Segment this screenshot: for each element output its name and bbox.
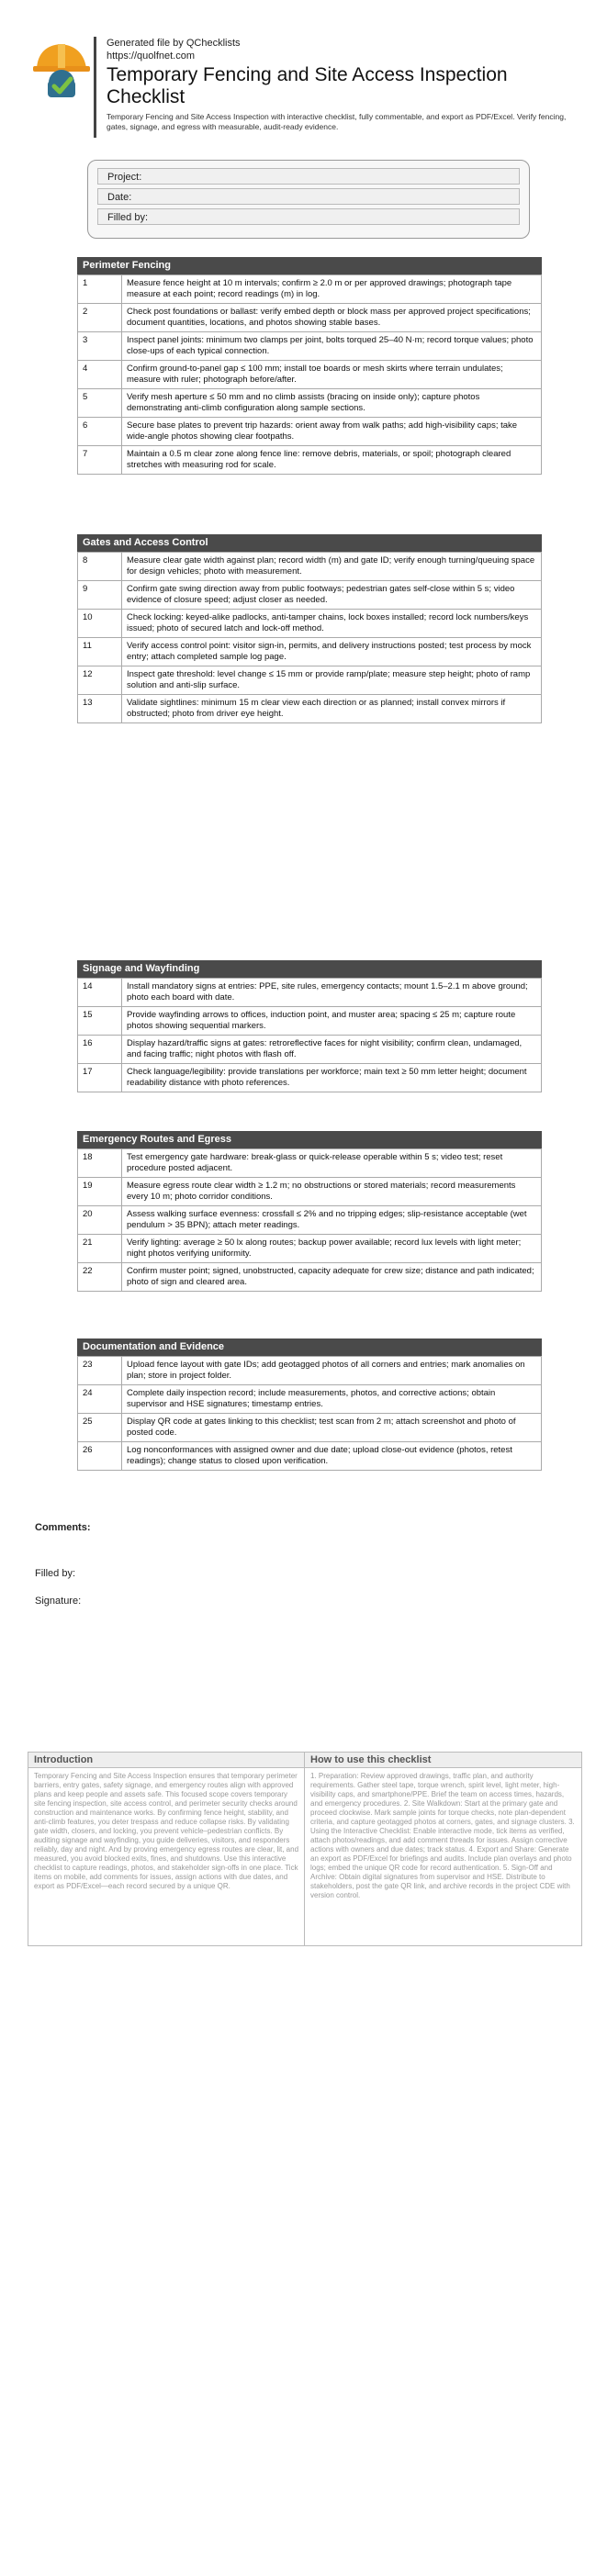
item-number: 22 bbox=[78, 1263, 122, 1292]
checklist-row[interactable] bbox=[78, 666, 542, 695]
page-description: Temporary Fencing and Site Access Inspection with interactive checklist, fully commentable, and export as PDF/Excel. Verify fencing, gates, signage, and egress with measurable, audit-ready evidence. bbox=[107, 112, 567, 131]
item-number: 20 bbox=[78, 1206, 122, 1235]
item-number: 24 bbox=[78, 1385, 122, 1414]
section-documentation-evidence bbox=[77, 1338, 542, 1471]
section-emergency-routes bbox=[77, 1131, 542, 1292]
item-number: 26 bbox=[78, 1442, 122, 1471]
item-text: Provide wayfinding arrows to offices, induction point, and muster area; spacing ≤ 25 m; capture route photos showing sequential markers. bbox=[122, 1007, 542, 1036]
item-text: Measure fence height at 10 m intervals; confirm ≥ 2.0 m or per approved drawings; photograph tape measure at each point; record readings (m) in log. bbox=[122, 275, 542, 304]
filled-by-label: Filled by: bbox=[35, 1568, 76, 1579]
filled-by-field[interactable]: Filled by: bbox=[97, 208, 520, 225]
item-text: Verify mesh aperture ≤ 50 mm and no climb assists (bracing on inside only); capture photos demonstrating anti-climb configuration along sample sections. bbox=[122, 389, 542, 418]
checklist-row[interactable] bbox=[78, 1414, 542, 1442]
checklist-row[interactable] bbox=[78, 1064, 542, 1092]
item-text: Display QR code at gates linking to this checklist; test scan from 2 m; attach screenshot and photo of posted code. bbox=[122, 1414, 542, 1442]
item-number: 21 bbox=[78, 1235, 122, 1263]
introduction-heading: Introduction bbox=[28, 1753, 304, 1768]
item-number: 5 bbox=[78, 389, 122, 418]
item-text: Complete daily inspection record; include measurements, photos, and corrective actions; obtain supervisor and HSE signatures; timestamp entries. bbox=[122, 1385, 542, 1414]
project-field[interactable]: Project: bbox=[97, 168, 520, 185]
item-text: Confirm ground-to-panel gap ≤ 100 mm; install toe boards or mesh skirts where terrain undulates; measure with ruler; photograph before/after. bbox=[122, 361, 542, 389]
date-field[interactable]: Date: bbox=[97, 188, 520, 205]
comments-label: Comments: bbox=[35, 1522, 91, 1533]
introduction-column bbox=[28, 1753, 305, 1945]
checklist-row[interactable] bbox=[78, 1007, 542, 1036]
howto-column bbox=[305, 1753, 581, 1945]
item-number: 14 bbox=[78, 979, 122, 1007]
item-number: 18 bbox=[78, 1149, 122, 1178]
item-text: Assess walking surface evenness: crossfall ≤ 2% and no tripping edges; slip-resistance acceptable (wet pendulum > 35 BPN); attach meter readings. bbox=[122, 1206, 542, 1235]
item-number: 19 bbox=[78, 1178, 122, 1206]
checklist-row[interactable] bbox=[78, 1235, 542, 1263]
checklist-row[interactable] bbox=[78, 1385, 542, 1414]
checklist-row[interactable] bbox=[78, 304, 542, 332]
item-number: 4 bbox=[78, 361, 122, 389]
item-text: Confirm muster point; signed, unobstructed, capacity adequate for crew size; distance and path indicated; photo of sign and cleared area. bbox=[122, 1263, 542, 1292]
item-text: Measure clear gate width against plan; record width (m) and gate ID; verify enough turning/queuing space for design vehicles; photo with measurement. bbox=[122, 553, 542, 581]
checklist-row[interactable] bbox=[78, 389, 542, 418]
source-url-link[interactable]: https://quolfnet.com bbox=[107, 50, 195, 62]
item-text: Measure egress route clear width ≥ 1.2 m; no obstructions or stored materials; record measurements every 10 m; photo corridor conditions. bbox=[122, 1178, 542, 1206]
section-header: Documentation and Evidence bbox=[77, 1338, 542, 1356]
document-header bbox=[28, 33, 583, 145]
section-header: Perimeter Fencing bbox=[77, 257, 542, 274]
howto-text: 1. Preparation: Review approved drawings, traffic plan, and authority requirements. Gather steel tape, torque wrench, spirit level, light meter, high-visibility caps, and smartphone/PPE. Brief the team on access times, hazards, and emergency procedures. 2. Site Walkdown: Start at the primary gate and proceed clockwise. Mark sample joints for torque checks, note plan-dependent criteria, and capture geotagged photos at corners, gates, and signage clusters. 3. Using the Interactive Checklist: Enable interactive mode, tick items as verified, attach photos/readings, and add comment threads for issues. Assign corrective actions with owners and due dates; track status. 4. Export and Share: Generate an export as PDF/Excel for briefings and audits. Include plan overlays and photo logs; embed the unique QR code for record authentication. 5. Sign-Off and Archive: Obtain digital signatures from supervisor and HSE. Distribute to stakeholders, post the gate QR link, and archive records in the project CDE with version control. bbox=[310, 1772, 575, 1899]
item-text: Confirm gate swing direction away from public footways; pedestrian gates self-close within 5 s; video evidence of closure speed; adjust closer as needed. bbox=[122, 581, 542, 610]
item-text: Check locking: keyed-alike padlocks, anti-tamper chains, lock boxes installed; record lock numbers/keys issued; photo of secured latch and lock-off method. bbox=[122, 610, 542, 638]
checklist-row[interactable] bbox=[78, 332, 542, 361]
item-text: Verify lighting: average ≥ 50 lx along routes; backup power available; record lux levels with light meter; night photos verifying uniformity. bbox=[122, 1235, 542, 1263]
item-text: Secure base plates to prevent trip hazards: orient away from walk paths; add high-visibility caps; take wide-angle photos showing clear footpaths. bbox=[122, 418, 542, 446]
checklist-row[interactable] bbox=[78, 1036, 542, 1064]
section-perimeter-fencing bbox=[77, 257, 542, 475]
checklist-row[interactable] bbox=[78, 1442, 542, 1471]
section-signage-wayfinding bbox=[77, 960, 542, 1092]
item-number: 10 bbox=[78, 610, 122, 638]
checklist-row[interactable] bbox=[78, 1206, 542, 1235]
item-text: Test emergency gate hardware: break-glass or quick-release operable within 5 s; video test; reset procedure posted adjacent. bbox=[122, 1149, 542, 1178]
checklist-row[interactable] bbox=[78, 275, 542, 304]
item-text: Check post foundations or ballast: verify embed depth or block mass per approved project specifications; document quantities, locations, and photos showing stable bases. bbox=[122, 304, 542, 332]
item-text: Upload fence layout with gate IDs; add geotagged photos of all corners and entries; mark anomalies on plan; store in project folder. bbox=[122, 1357, 542, 1385]
checklist-row[interactable] bbox=[78, 638, 542, 666]
item-number: 11 bbox=[78, 638, 122, 666]
item-number: 15 bbox=[78, 1007, 122, 1036]
checklist-row[interactable] bbox=[78, 1263, 542, 1292]
item-number: 3 bbox=[78, 332, 122, 361]
checklist-row[interactable] bbox=[78, 361, 542, 389]
item-text: Install mandatory signs at entries: PPE, site rules, emergency contacts; mount 1.5–2.1 m above ground; photo each board with date. bbox=[122, 979, 542, 1007]
intro-howto-panel bbox=[28, 1752, 582, 1946]
item-text: Inspect panel joints: minimum two clamps per joint, bolts torqued 25–40 N·m; record torque values; photo close-ups of each typical connection. bbox=[122, 332, 542, 361]
item-text: Display hazard/traffic signs at gates: retroreflective faces for night visibility; confirm clean, undamaged, and facing traffic; night photos with flash off. bbox=[122, 1036, 542, 1064]
item-text: Verify access control point: visitor sign-in, permits, and delivery instructions posted; test process by mock entry; attach completed sample log page. bbox=[122, 638, 542, 666]
checklist-row[interactable] bbox=[78, 1178, 542, 1206]
item-number: 23 bbox=[78, 1357, 122, 1385]
item-number: 1 bbox=[78, 275, 122, 304]
project-info-box bbox=[87, 160, 530, 239]
item-text: Inspect gate threshold: level change ≤ 15 mm or provide ramp/plate; measure step height; photo of ramp solution and anti-slip surface. bbox=[122, 666, 542, 695]
item-text: Validate sightlines: minimum 15 m clear view each direction or as planned; install convex mirrors if obstructed; photo from driver eye height. bbox=[122, 695, 542, 723]
checklist-row[interactable] bbox=[78, 553, 542, 581]
item-number: 13 bbox=[78, 695, 122, 723]
item-number: 12 bbox=[78, 666, 122, 695]
item-text: Log nonconformances with assigned owner and due date; upload close-out evidence (photos, retest readings); change status to closed upon verification. bbox=[122, 1442, 542, 1471]
checklist-row[interactable] bbox=[78, 418, 542, 446]
section-gates-access-control bbox=[77, 534, 542, 723]
checklist-row[interactable] bbox=[78, 1149, 542, 1178]
page-title: Temporary Fencing and Site Access Inspection Checklist bbox=[107, 64, 508, 107]
item-number: 2 bbox=[78, 304, 122, 332]
section-header: Emergency Routes and Egress bbox=[77, 1131, 542, 1148]
checklist-row[interactable] bbox=[78, 695, 542, 723]
item-number: 17 bbox=[78, 1064, 122, 1092]
item-number: 16 bbox=[78, 1036, 122, 1064]
checklist-row[interactable] bbox=[78, 446, 542, 475]
checklist-row[interactable] bbox=[78, 1357, 542, 1385]
header-divider bbox=[94, 37, 96, 138]
section-header: Signage and Wayfinding bbox=[77, 960, 542, 978]
construction-worker-logo-icon bbox=[29, 37, 94, 101]
item-number: 25 bbox=[78, 1414, 122, 1442]
checklist-row[interactable] bbox=[78, 979, 542, 1007]
item-text: Maintain a 0.5 m clear zone along fence line: remove debris, materials, or spoil; photograph cleared stretches with measuring rod for scale. bbox=[122, 446, 542, 475]
checklist-row[interactable] bbox=[78, 610, 542, 638]
section-header: Gates and Access Control bbox=[77, 534, 542, 552]
introduction-text: Temporary Fencing and Site Access Inspection ensures that temporary perimeter barriers, entry gates, safety signage, and emergency routes align with approved plans and keep people and assets safe. This focused scope covers temporary site fencing inspection, site access control, and perimeter security checks around construction and maintenance works. By confirming fence height, stability, and anti-climb features, you deter trespass and reduce collapse risks. By validating gate width, closers, and locking, you prevent vehicle–pedestrian conflicts. By auditing signage and wayfinding, you guide deliveries, visitors, and responders reliably, day and night. And by proving emergency egress routes are clear, lit, and measured, you avoid blocked exits, fines, and shutdowns. Use this interactive checklist to capture readings, photos, and stakeholder sign-offs in one place. Tick items on mobile, add comments for issues, assign actions with due dates, and export as PDF/Excel—each record secured by a unique QR. bbox=[34, 1772, 299, 1890]
checklist-row[interactable] bbox=[78, 581, 542, 610]
howto-heading: How to use this checklist bbox=[305, 1753, 581, 1768]
signature-label: Signature: bbox=[35, 1596, 82, 1607]
item-number: 9 bbox=[78, 581, 122, 610]
item-number: 6 bbox=[78, 418, 122, 446]
generated-by-text: Generated file by QChecklists bbox=[107, 38, 241, 49]
item-number: 8 bbox=[78, 553, 122, 581]
item-text: Check language/legibility: provide translations per workforce; main text ≥ 50 mm letter height; document readability distance with photo references. bbox=[122, 1064, 542, 1092]
item-number: 7 bbox=[78, 446, 122, 475]
